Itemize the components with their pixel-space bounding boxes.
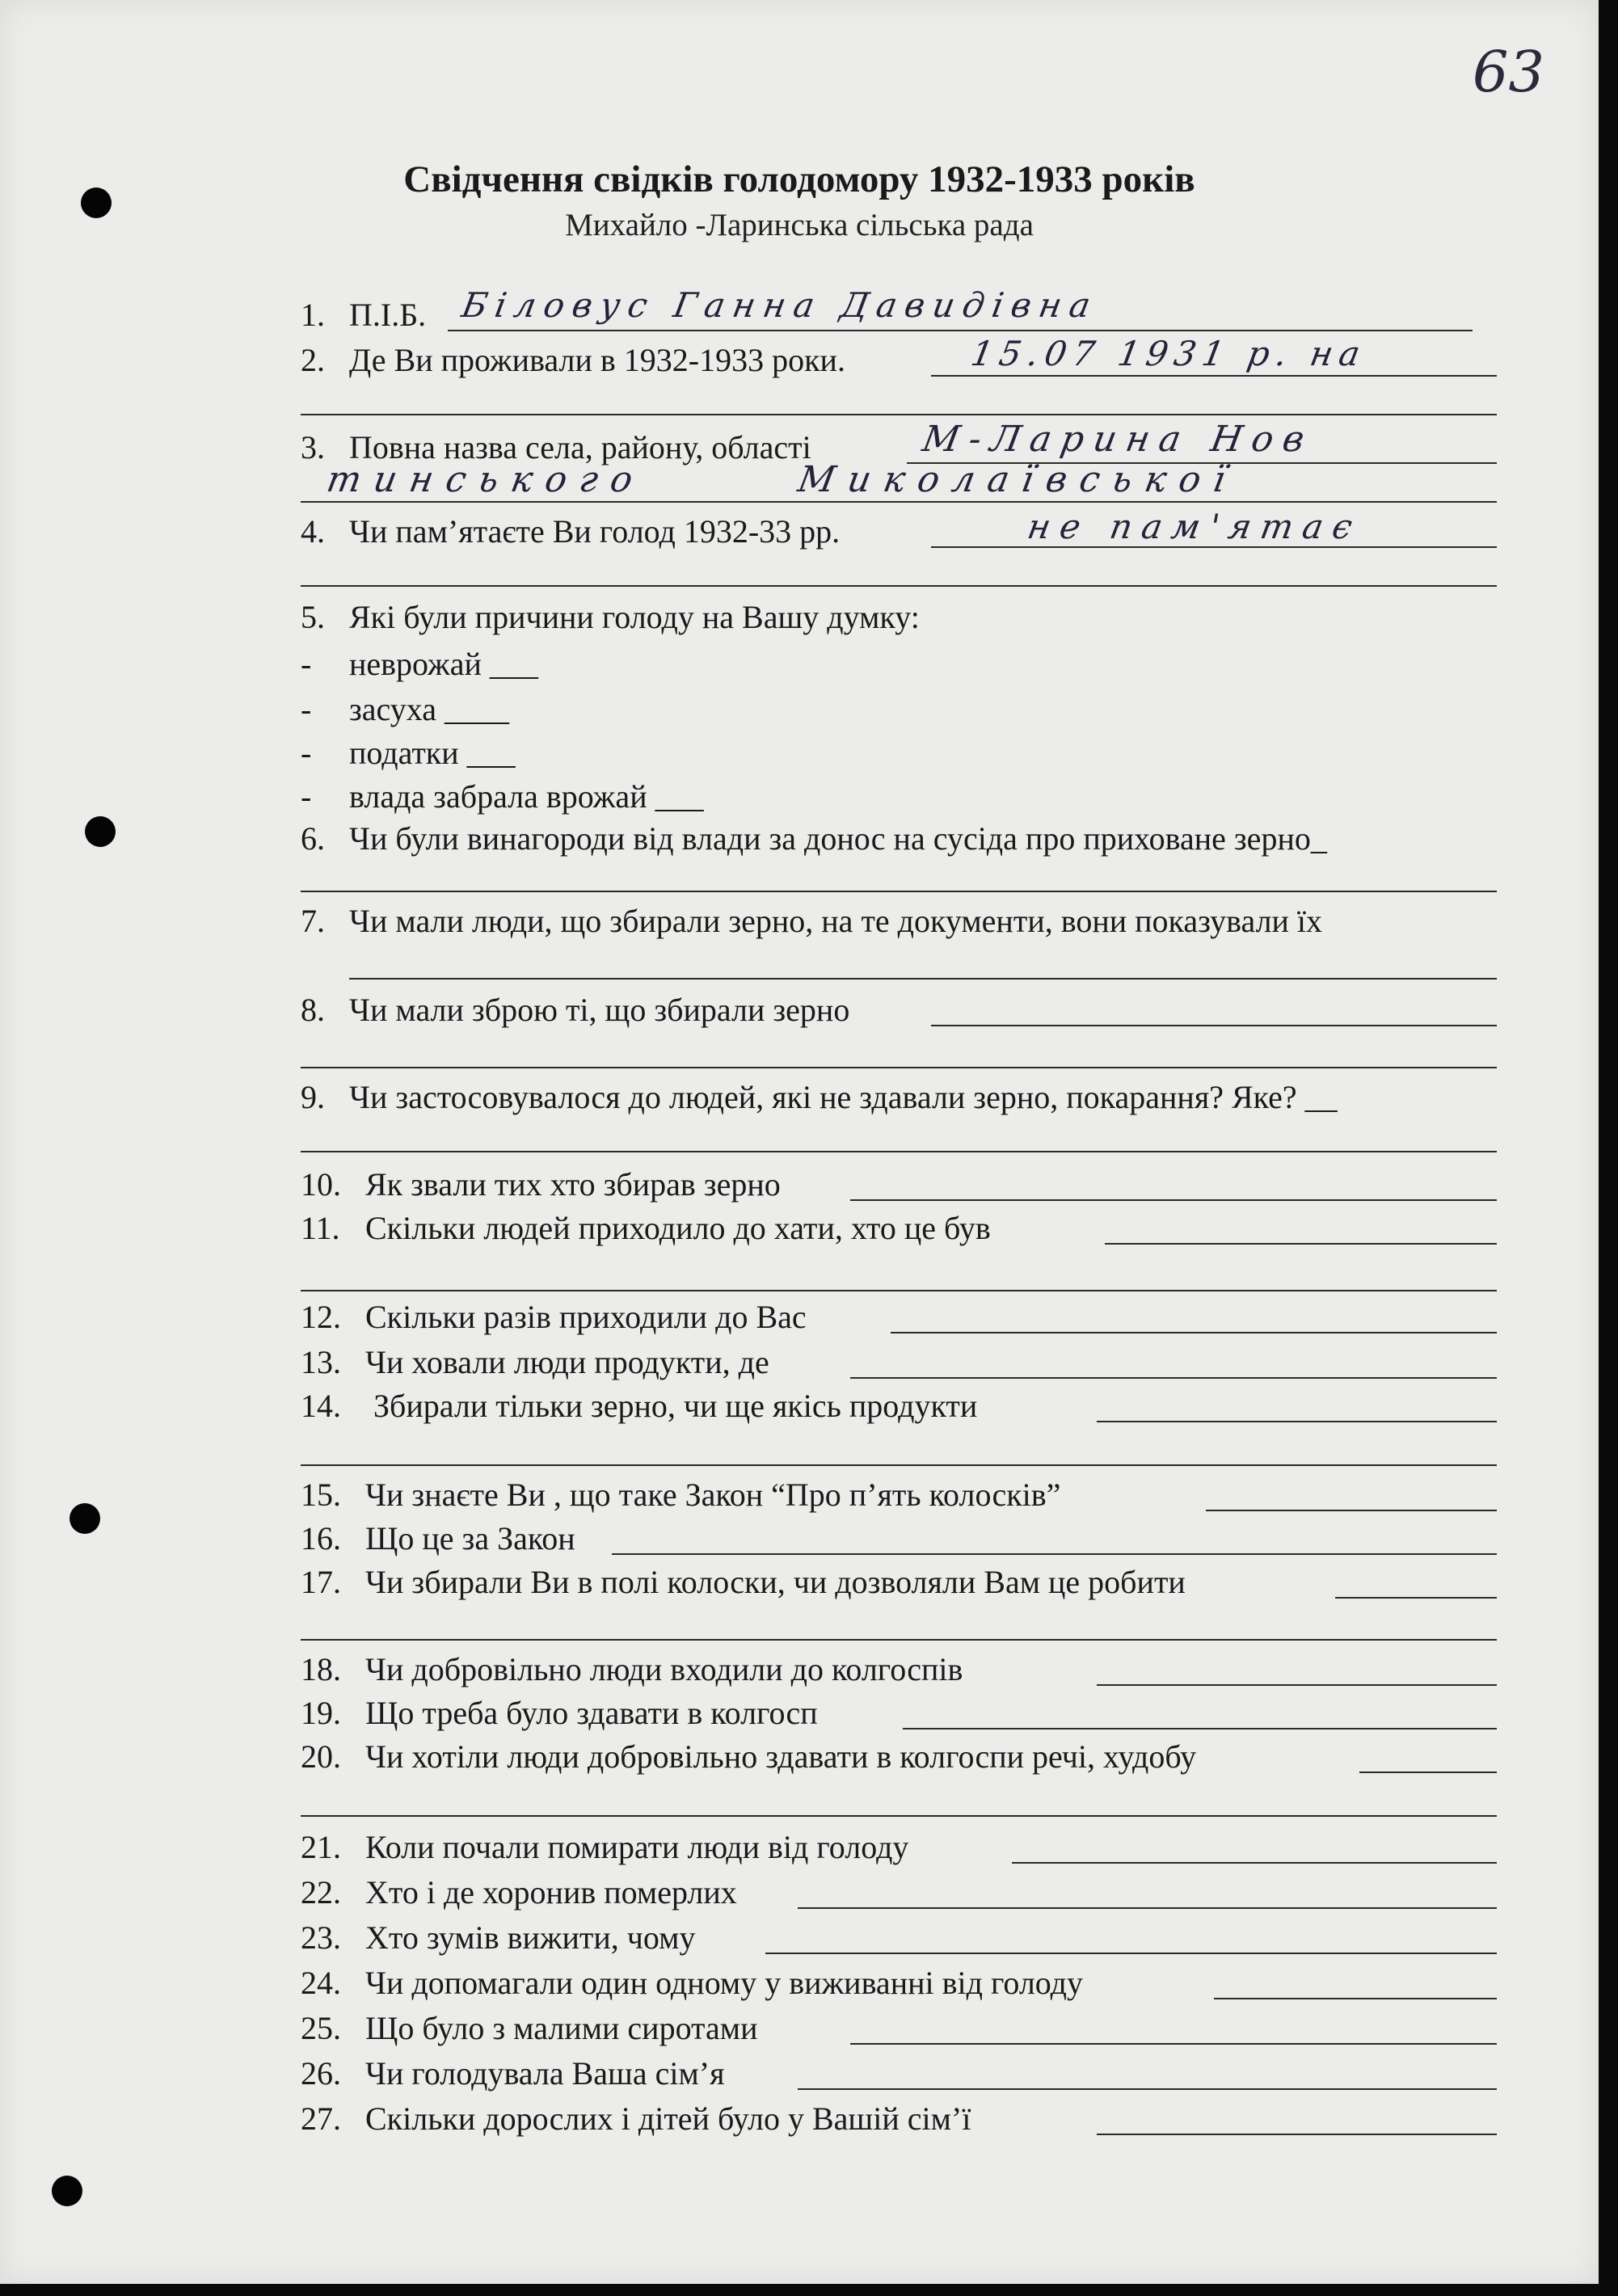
question-4: 4. Чи пам’ятаєте Ви голод 1932-33 рр. не пам'ятає — [301, 511, 1497, 553]
question-3: 3. Повна назва села, району, області М-Ларина Нов — [301, 427, 1497, 469]
question-8: 8. Чи мали зброю ті, що збирали зерно — [301, 989, 1497, 1031]
question-19: 19. Що треба було здавати в колгосп — [301, 1692, 1497, 1734]
answer-line — [1097, 1421, 1497, 1422]
handwritten-village: М-Ларина Нов — [919, 419, 1317, 460]
answer-line — [301, 1464, 1497, 1466]
answer-line — [448, 330, 1473, 331]
answer-line — [850, 1377, 1497, 1379]
answer-line — [798, 2088, 1497, 2090]
answer-line — [1105, 1243, 1497, 1245]
answer-line — [612, 1553, 1497, 1555]
document-title: Свідчення свідків голодомору 1932-1933 років — [403, 158, 1195, 200]
answer-line — [349, 978, 1497, 979]
question-23: 23. Хто зумів вижити, чому — [301, 1917, 1497, 1959]
answer-line — [891, 1332, 1497, 1333]
question-13: 13. Чи ховали люди продукти, де — [301, 1342, 1497, 1384]
answer-line — [931, 375, 1497, 377]
punch-hole — [52, 2176, 82, 2206]
answer-line — [301, 1067, 1497, 1068]
answer-line — [1012, 1862, 1497, 1864]
punch-hole — [70, 1503, 100, 1534]
answer-line — [903, 1728, 1497, 1729]
question-18: 18. Чи добровільно люди входили до колгоспів — [301, 1649, 1497, 1691]
answer-line — [1206, 1510, 1497, 1511]
question-5: 5. Які були причини голоду на Вашу думку: — [301, 599, 920, 635]
question-20: 20. Чи хотіли люди добровільно здавати в колгоспи речі, худобу — [301, 1736, 1497, 1778]
cause-option: - неврожай ___ — [301, 646, 538, 682]
answer-line — [301, 1639, 1497, 1641]
answer-line — [301, 891, 1497, 892]
question-12: 12. Скільки разів приходили до Вас — [301, 1296, 1497, 1338]
answer-line — [1335, 1597, 1497, 1599]
answer-line — [1097, 1684, 1497, 1686]
question-17: 17. Чи збирали Ви в полі колоски, чи дозволяли Вам це робити — [301, 1561, 1497, 1603]
question-10: 10. Як звали тих хто збирав зерно — [301, 1164, 1497, 1206]
question-14: 14. Збирали тільки зерно, чи ще якісь продукти — [301, 1385, 1497, 1427]
answer-line — [798, 1907, 1497, 1909]
question-24: 24. Чи допомагали один одному у виживанні від голоду — [301, 1962, 1497, 2004]
question-9: 9. Чи застосовувалося до людей, які не здавали зерно, покарання? Яке? __ — [301, 1079, 1338, 1115]
answer-line — [301, 414, 1497, 415]
answer-line — [850, 1199, 1497, 1201]
question-27: 27. Скільки дорослих і дітей було у Вашій сім’ї — [301, 2098, 1497, 2140]
document-subtitle: Михайло -Ларинська сільська рада — [565, 208, 1034, 242]
answer-line — [301, 501, 1497, 503]
question-16: 16. Що це за Закон — [301, 1518, 1497, 1560]
question-1: 1. П.І.Б. Біловус Ганна Давидівна — [301, 294, 1497, 336]
question-26: 26. Чи голодувала Ваша сім’я — [301, 2053, 1497, 2095]
handwritten-birthdate: 15.07 1931 р. на — [967, 334, 1370, 373]
cause-option: - влада забрала врожай ___ — [301, 778, 704, 815]
question-2: 2. Де Ви проживали в 1932-1933 роки. 15.07 1931 р. на — [301, 339, 1497, 381]
question-15: 15. Чи знаєте Ви , що таке Закон “Про п’ять колосків” — [301, 1474, 1497, 1516]
answer-line — [301, 585, 1497, 587]
cause-option: - засуха ____ — [301, 691, 510, 727]
answer-line — [1359, 1772, 1497, 1773]
question-21: 21. Коли почали помирати люди від голоду — [301, 1826, 1497, 1868]
question-25: 25. Що було з малими сиротами — [301, 2007, 1497, 2050]
handwritten-memory: не пам'ятає — [1024, 507, 1365, 546]
question-7: 7. Чи мали люди, що збирали зерно, на те документи, вони показували їх — [301, 903, 1323, 939]
answer-line — [1214, 1998, 1497, 1999]
answer-line — [931, 1025, 1497, 1026]
cause-option: - податки ___ — [301, 735, 516, 771]
answer-line — [765, 1953, 1497, 1954]
answer-line — [301, 1815, 1497, 1817]
answer-line — [301, 1290, 1497, 1291]
question-22: 22. Хто і де хоронив померлих — [301, 1872, 1497, 1914]
answer-line — [301, 1151, 1497, 1152]
handwritten-district: тинського Миколаївської — [323, 459, 1242, 500]
answer-line — [850, 2043, 1497, 2045]
page-number: 63 — [1473, 39, 1545, 105]
answer-line — [1097, 2134, 1497, 2135]
punch-hole — [85, 816, 116, 847]
question-11: 11. Скільки людей приходило до хати, хто це був — [301, 1207, 1497, 1249]
question-6: 6. Чи були винагороди від влади за донос на сусіда про приховане зерно_ — [301, 820, 1327, 857]
handwritten-name: Біловус Ганна Давидівна — [458, 285, 1102, 325]
